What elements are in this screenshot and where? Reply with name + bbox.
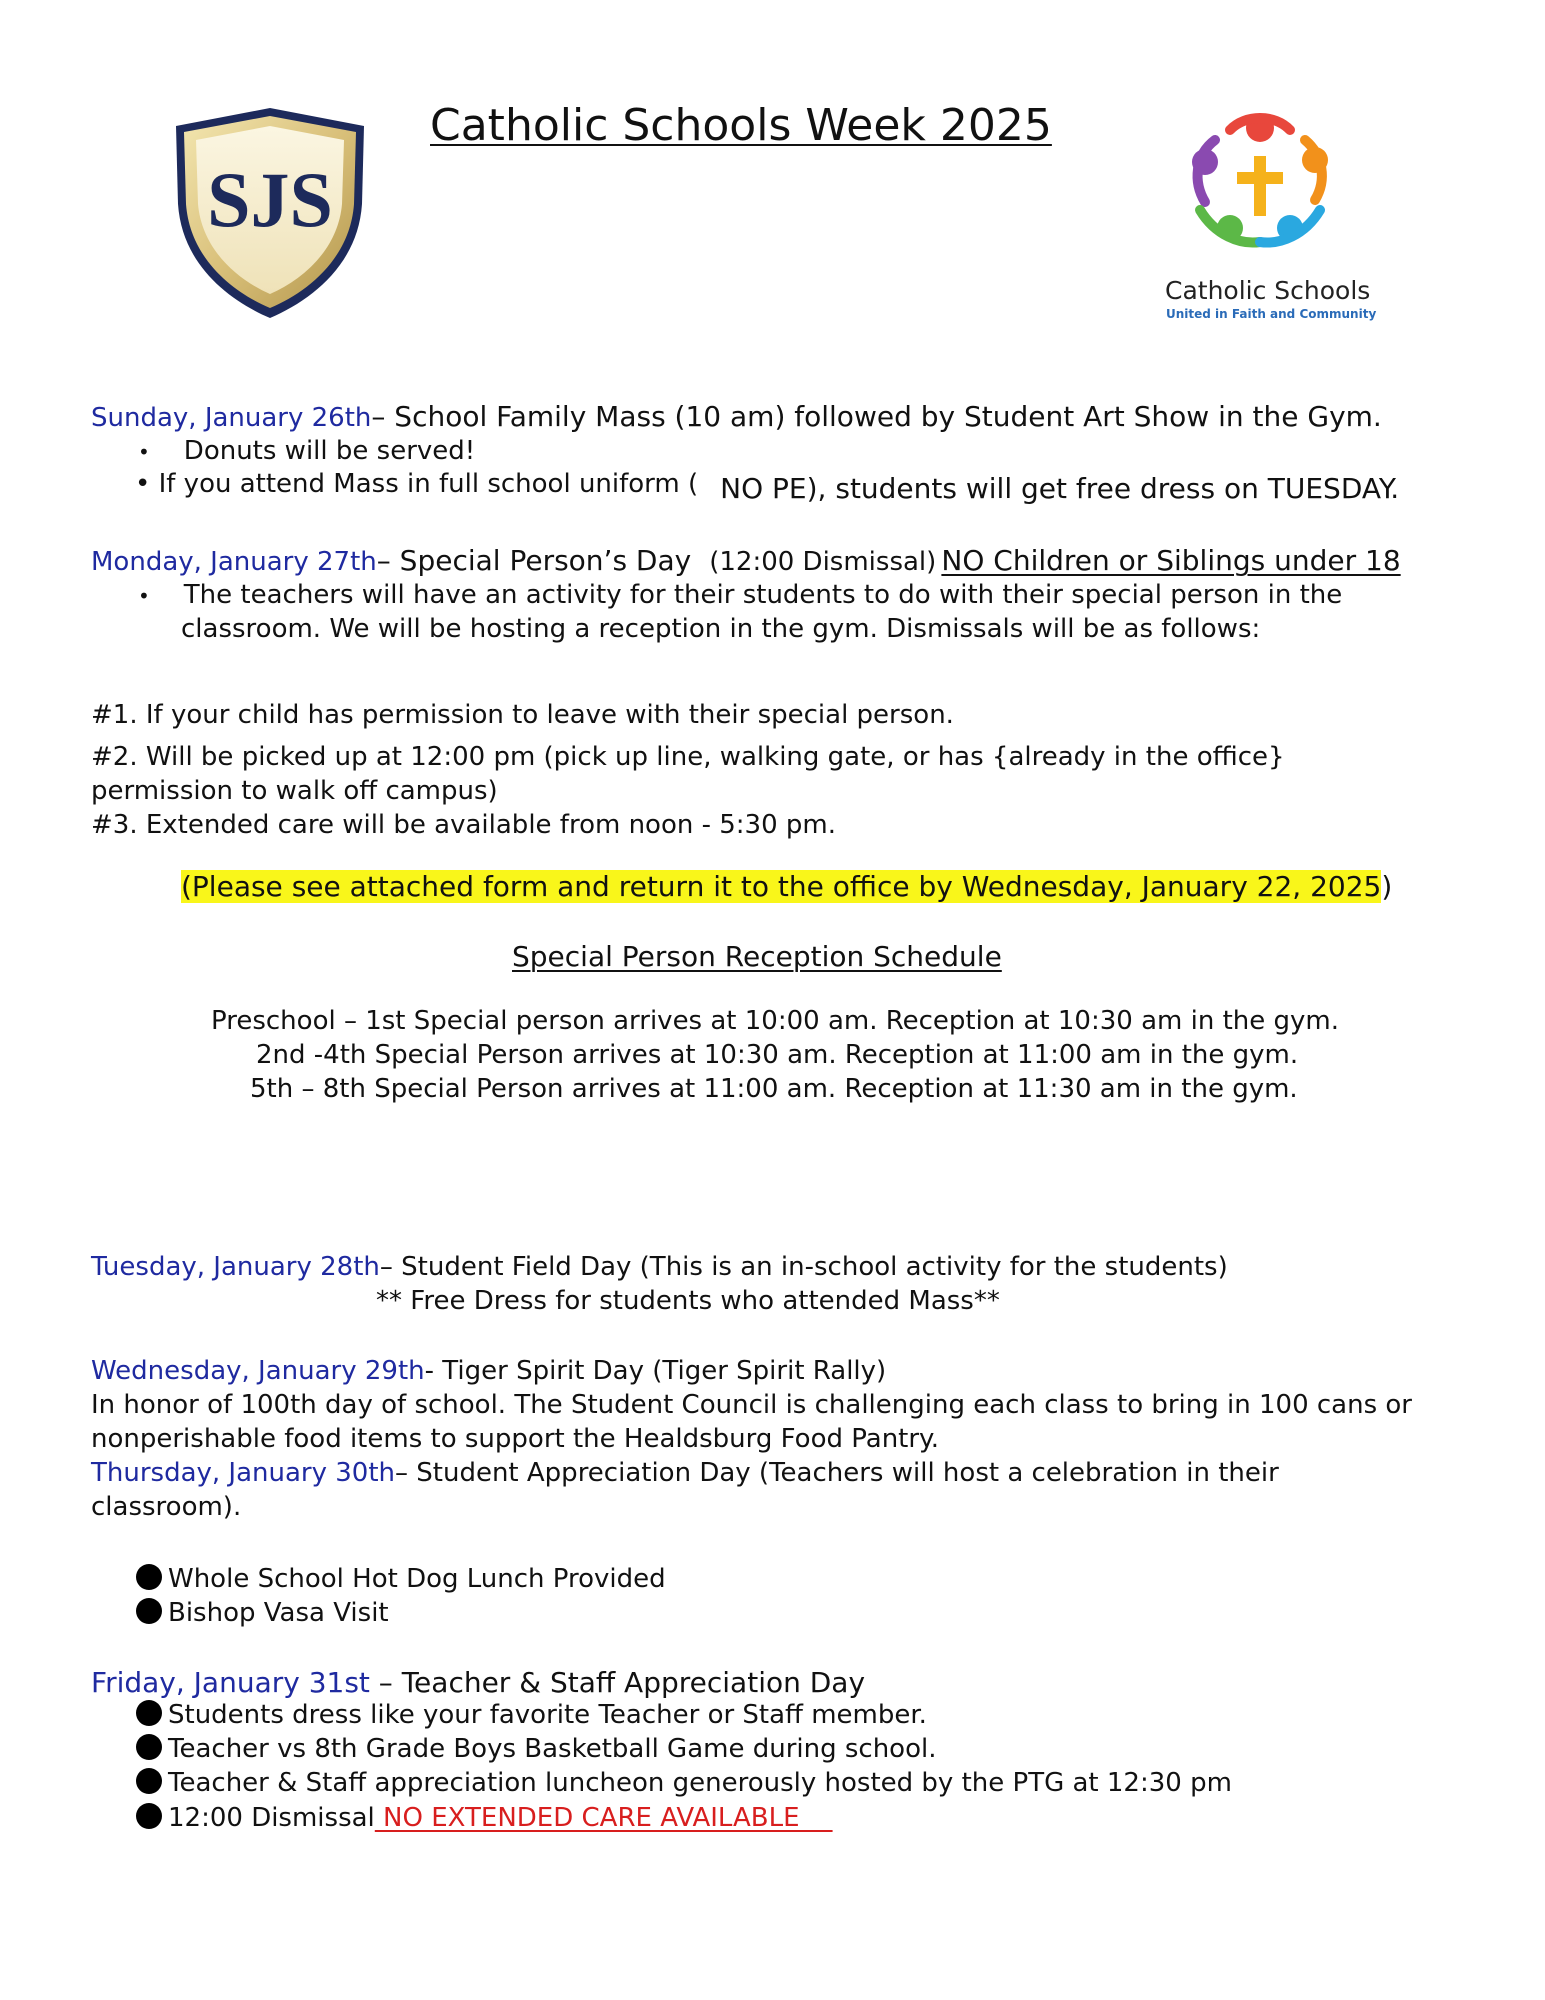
catholic-schools-name: Catholic Schools bbox=[1165, 276, 1371, 305]
dismissal-option-2-cont: permission to walk off campus) bbox=[91, 776, 498, 806]
page-title: Catholic Schools Week 2025 bbox=[430, 100, 1052, 151]
friday-bullet-1: Students dress like your favorite Teacher or Staff member. bbox=[136, 1700, 927, 1730]
thursday-bullet-1: Whole School Hot Dog Lunch Provided bbox=[136, 1564, 666, 1594]
wednesday-event: - Tiger Spirit Day (Tiger Spirit Rally) bbox=[424, 1356, 887, 1386]
wednesday-text-2: nonperishable food items to support the Healdsburg Food Pantry. bbox=[91, 1424, 939, 1454]
dismissal-option-2: #2. Will be picked up at 12:00 pm (pick up line, walking gate, or has {already in the office} bbox=[91, 742, 1285, 772]
thursday-line bbox=[91, 1458, 1279, 1488]
friday-date: Friday, January 31st bbox=[91, 1666, 370, 1699]
reception-line-1: Preschool – 1st Special person arrives at 10:00 am. Reception at 10:30 am in the gym. bbox=[211, 1006, 1339, 1036]
friday-event: – Teacher & Staff Appreciation Day bbox=[369, 1666, 866, 1699]
no-extended-care-note: NO EXTENDED CARE AVAILABLE bbox=[374, 1803, 833, 1833]
monday-dismissal: (12:00 Dismissal) bbox=[709, 547, 937, 577]
thursday-event: – Student Appreciation Day (Teachers will host a celebration in their bbox=[395, 1458, 1279, 1488]
form-return-note: (Please see attached form and return it to the office by Wednesday, January 22, 2025) bbox=[181, 870, 1393, 903]
friday-line bbox=[91, 1666, 865, 1699]
catholic-schools-logo bbox=[1175, 100, 1345, 275]
monday-bullet: • The teachers will have an activity for their students to do with their special person in the bbox=[138, 580, 1343, 610]
monday-date: Monday, January 27th bbox=[91, 547, 377, 577]
sunday-bullet-donuts: • Donuts will be served! bbox=[138, 436, 476, 466]
school-logo-letters: SJS bbox=[207, 156, 333, 243]
sunday-event: – School Family Mass (10 am) followed by Student Art Show in the Gym. bbox=[371, 400, 1382, 433]
wednesday-date: Wednesday, January 29th bbox=[91, 1356, 425, 1386]
friday-bullet-4: 12:00 Dismissal NO EXTENDED CARE AVAILABLE bbox=[136, 1803, 833, 1833]
school-shield-logo bbox=[172, 104, 368, 322]
wednesday-text-1: In honor of 100th day of school. The Student Council is challenging each class to bring in 100 cans or bbox=[91, 1390, 1412, 1420]
thursday-event-cont: classroom). bbox=[91, 1492, 242, 1522]
thursday-date: Thursday, January 30th bbox=[91, 1458, 396, 1488]
sunday-date: Sunday, January 26th bbox=[91, 403, 372, 433]
friday-bullet-3: Teacher & Staff appreciation luncheon generously hosted by the PTG at 12:30 pm bbox=[136, 1768, 1232, 1798]
tuesday-free-dress-note: ** Free Dress for students who attended Mass** bbox=[376, 1286, 1000, 1316]
dismissal-option-3: #3. Extended care will be available from noon - 5:30 pm. bbox=[91, 810, 836, 840]
reception-line-2: 2nd -4th Special Person arrives at 10:30 am. Reception at 11:00 am in the gym. bbox=[256, 1040, 1299, 1070]
sunday-bullet-uniform: • If you attend Mass in full school uniform ( NO PE), students will get free dress on TUESDAY. bbox=[135, 469, 1400, 505]
tuesday-date: Tuesday, January 28th bbox=[91, 1252, 380, 1282]
friday-bullet-2: Teacher vs 8th Grade Boys Basketball Game during school. bbox=[136, 1734, 937, 1764]
monday-event: – Special Person’s Day bbox=[376, 544, 692, 577]
thursday-bullet-2: Bishop Vasa Visit bbox=[136, 1598, 389, 1628]
monday-line bbox=[91, 544, 1401, 577]
catholic-schools-tagline: United in Faith and Community bbox=[1166, 307, 1377, 321]
tuesday-line bbox=[91, 1252, 1228, 1282]
dismissal-option-1: #1. If your child has permission to leave with their special person. bbox=[91, 700, 954, 730]
reception-heading: Special Person Reception Schedule bbox=[512, 940, 1002, 973]
monday-no-children-note: NO Children or Siblings under 18 bbox=[941, 544, 1401, 577]
wednesday-line bbox=[91, 1356, 886, 1386]
sunday-line bbox=[91, 400, 1382, 433]
reception-line-3: 5th – 8th Special Person arrives at 11:00 am. Reception at 11:30 am in the gym. bbox=[250, 1074, 1298, 1104]
monday-bullet-cont: classroom. We will be hosting a reception in the gym. Dismissals will be as follows: bbox=[181, 614, 1261, 644]
tuesday-event: – Student Field Day (This is an in-school activity for the students) bbox=[379, 1252, 1228, 1282]
